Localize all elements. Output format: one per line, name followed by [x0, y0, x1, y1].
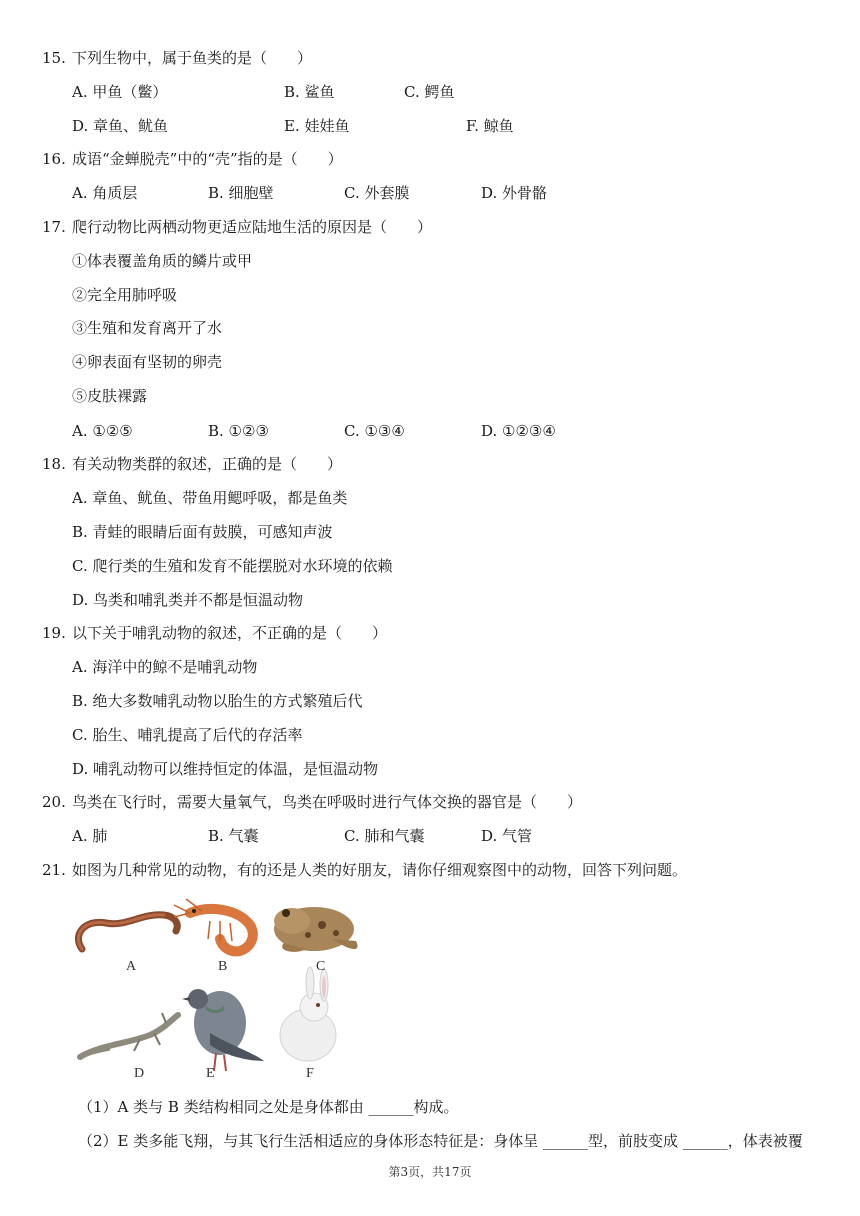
q20-option-d: D. 气管 — [481, 827, 533, 845]
q19-option-a: A. 海洋中的鲸不是哺乳动物 — [72, 658, 258, 676]
figure-label-b: B — [218, 959, 228, 974]
pigeon-image — [182, 989, 264, 1071]
q17-option-a: A. ①②⑤ — [72, 422, 133, 440]
q20-option-c: C. 肺和气囊 — [344, 827, 425, 845]
q16-option-b: B. 细胞壁 — [208, 184, 274, 202]
earthworm-image — [78, 915, 177, 949]
q15-option-c: C. 鳄鱼 — [404, 83, 455, 101]
lizard-image — [80, 1013, 178, 1057]
q18-option-a: A. 章鱼、鱿鱼、带鱼用鳃呼吸，都是鱼类 — [72, 489, 348, 507]
q18-option-c: C. 爬行类的生殖和发育不能摆脱对水环境的依赖 — [72, 557, 393, 575]
q16-number: 16. — [42, 150, 66, 168]
shrimp-image — [174, 899, 253, 951]
q17-item-5: ⑤皮肤裸露 — [72, 387, 148, 405]
figure-label-e: E — [206, 1066, 215, 1081]
q18-stem: 有关动物类群的叙述，正确的是（ ） — [72, 455, 343, 473]
q19-number: 19. — [42, 624, 66, 642]
q15-number: 15. — [42, 49, 66, 67]
q19-option-d: D. 哺乳动物可以维持恒定的体温，是恒温动物 — [72, 760, 379, 778]
q15-option-e: E. 娃娃鱼 — [284, 117, 350, 135]
q20-stem: 鸟类在飞行时，需要大量氧气，鸟类在呼吸时进行气体交换的器官是（ ） — [72, 793, 583, 811]
q15-option-b: B. 鲨鱼 — [284, 83, 335, 101]
q19-option-c: C. 胎生、哺乳提高了后代的存活率 — [72, 726, 303, 744]
page-footer: 第3页，共17页 — [388, 1165, 472, 1179]
q15-stem: 下列生物中，属于鱼类的是（ ） — [72, 49, 313, 67]
q16-option-a: A. 角质层 — [72, 184, 138, 202]
figure-label-f: F — [306, 1066, 314, 1081]
q20-number: 20. — [42, 793, 66, 811]
q17-option-d: D. ①②③④ — [481, 422, 556, 440]
q17-stem: 爬行动物比两栖动物更适应陆地生活的原因是（ ） — [72, 218, 433, 236]
q17-item-4: ④卵表面有坚韧的卵壳 — [72, 353, 223, 371]
q16-stem: 成语“金蝉脱壳”中的“壳”指的是（ ） — [72, 150, 343, 168]
q17-item-1: ①体表覆盖角质的鳞片或甲 — [72, 252, 253, 270]
q17-option-c: C. ①③④ — [344, 422, 405, 440]
q18-option-b: B. 青蛙的眼睛后面有鼓膜，可感知声波 — [72, 523, 333, 541]
q18-number: 18. — [42, 455, 66, 473]
q19-stem: 以下关于哺乳动物的叙述，不正确的是（ ） — [72, 624, 388, 642]
q17-option-b: B. ①②③ — [208, 422, 269, 440]
q17-item-3: ③生殖和发育离开了水 — [72, 319, 223, 337]
q21-stem: 如图为几种常见的动物，有的还是人类的好朋友，请你仔细观察图中的动物，回答下列问题。 — [72, 861, 688, 879]
q17-item-2: ②完全用肺呼吸 — [72, 286, 178, 304]
animals-figure — [70, 895, 370, 1085]
q18-option-d: D. 鸟类和哺乳类并不都是恒温动物 — [72, 591, 304, 609]
q21-number: 21. — [42, 861, 66, 879]
rabbit-image — [280, 967, 336, 1061]
figure-label-a: A — [126, 959, 137, 974]
q21-subquestion-2: （2）E 类多能飞翔，与其飞行生活相适应的身体形态特征是：身体呈 ______型，前肢变成 ______，体表被覆 — [78, 1132, 803, 1150]
figure-label-d: D — [134, 1066, 145, 1081]
q16-option-c: C. 外套膜 — [344, 184, 410, 202]
q19-option-b: B. 绝大多数哺乳动物以胎生的方式繁殖后代 — [72, 692, 363, 710]
q16-option-d: D. 外骨骼 — [481, 184, 548, 202]
q15-option-f: F. 鲸鱼 — [466, 117, 514, 135]
q21-subquestion-1: （1）A 类与 B 类结构相同之处是身体都由 ______构成。 — [78, 1098, 459, 1116]
q15-option-d: D. 章鱼、鱿鱼 — [72, 117, 169, 135]
q20-option-a: A. 肺 — [72, 827, 108, 845]
q15-option-a: A. 甲鱼（鳖） — [72, 83, 168, 101]
q17-number: 17. — [42, 218, 66, 236]
figure-label-c: C — [316, 959, 326, 974]
frog-image — [274, 907, 358, 952]
q20-option-b: B. 气囊 — [208, 827, 259, 845]
